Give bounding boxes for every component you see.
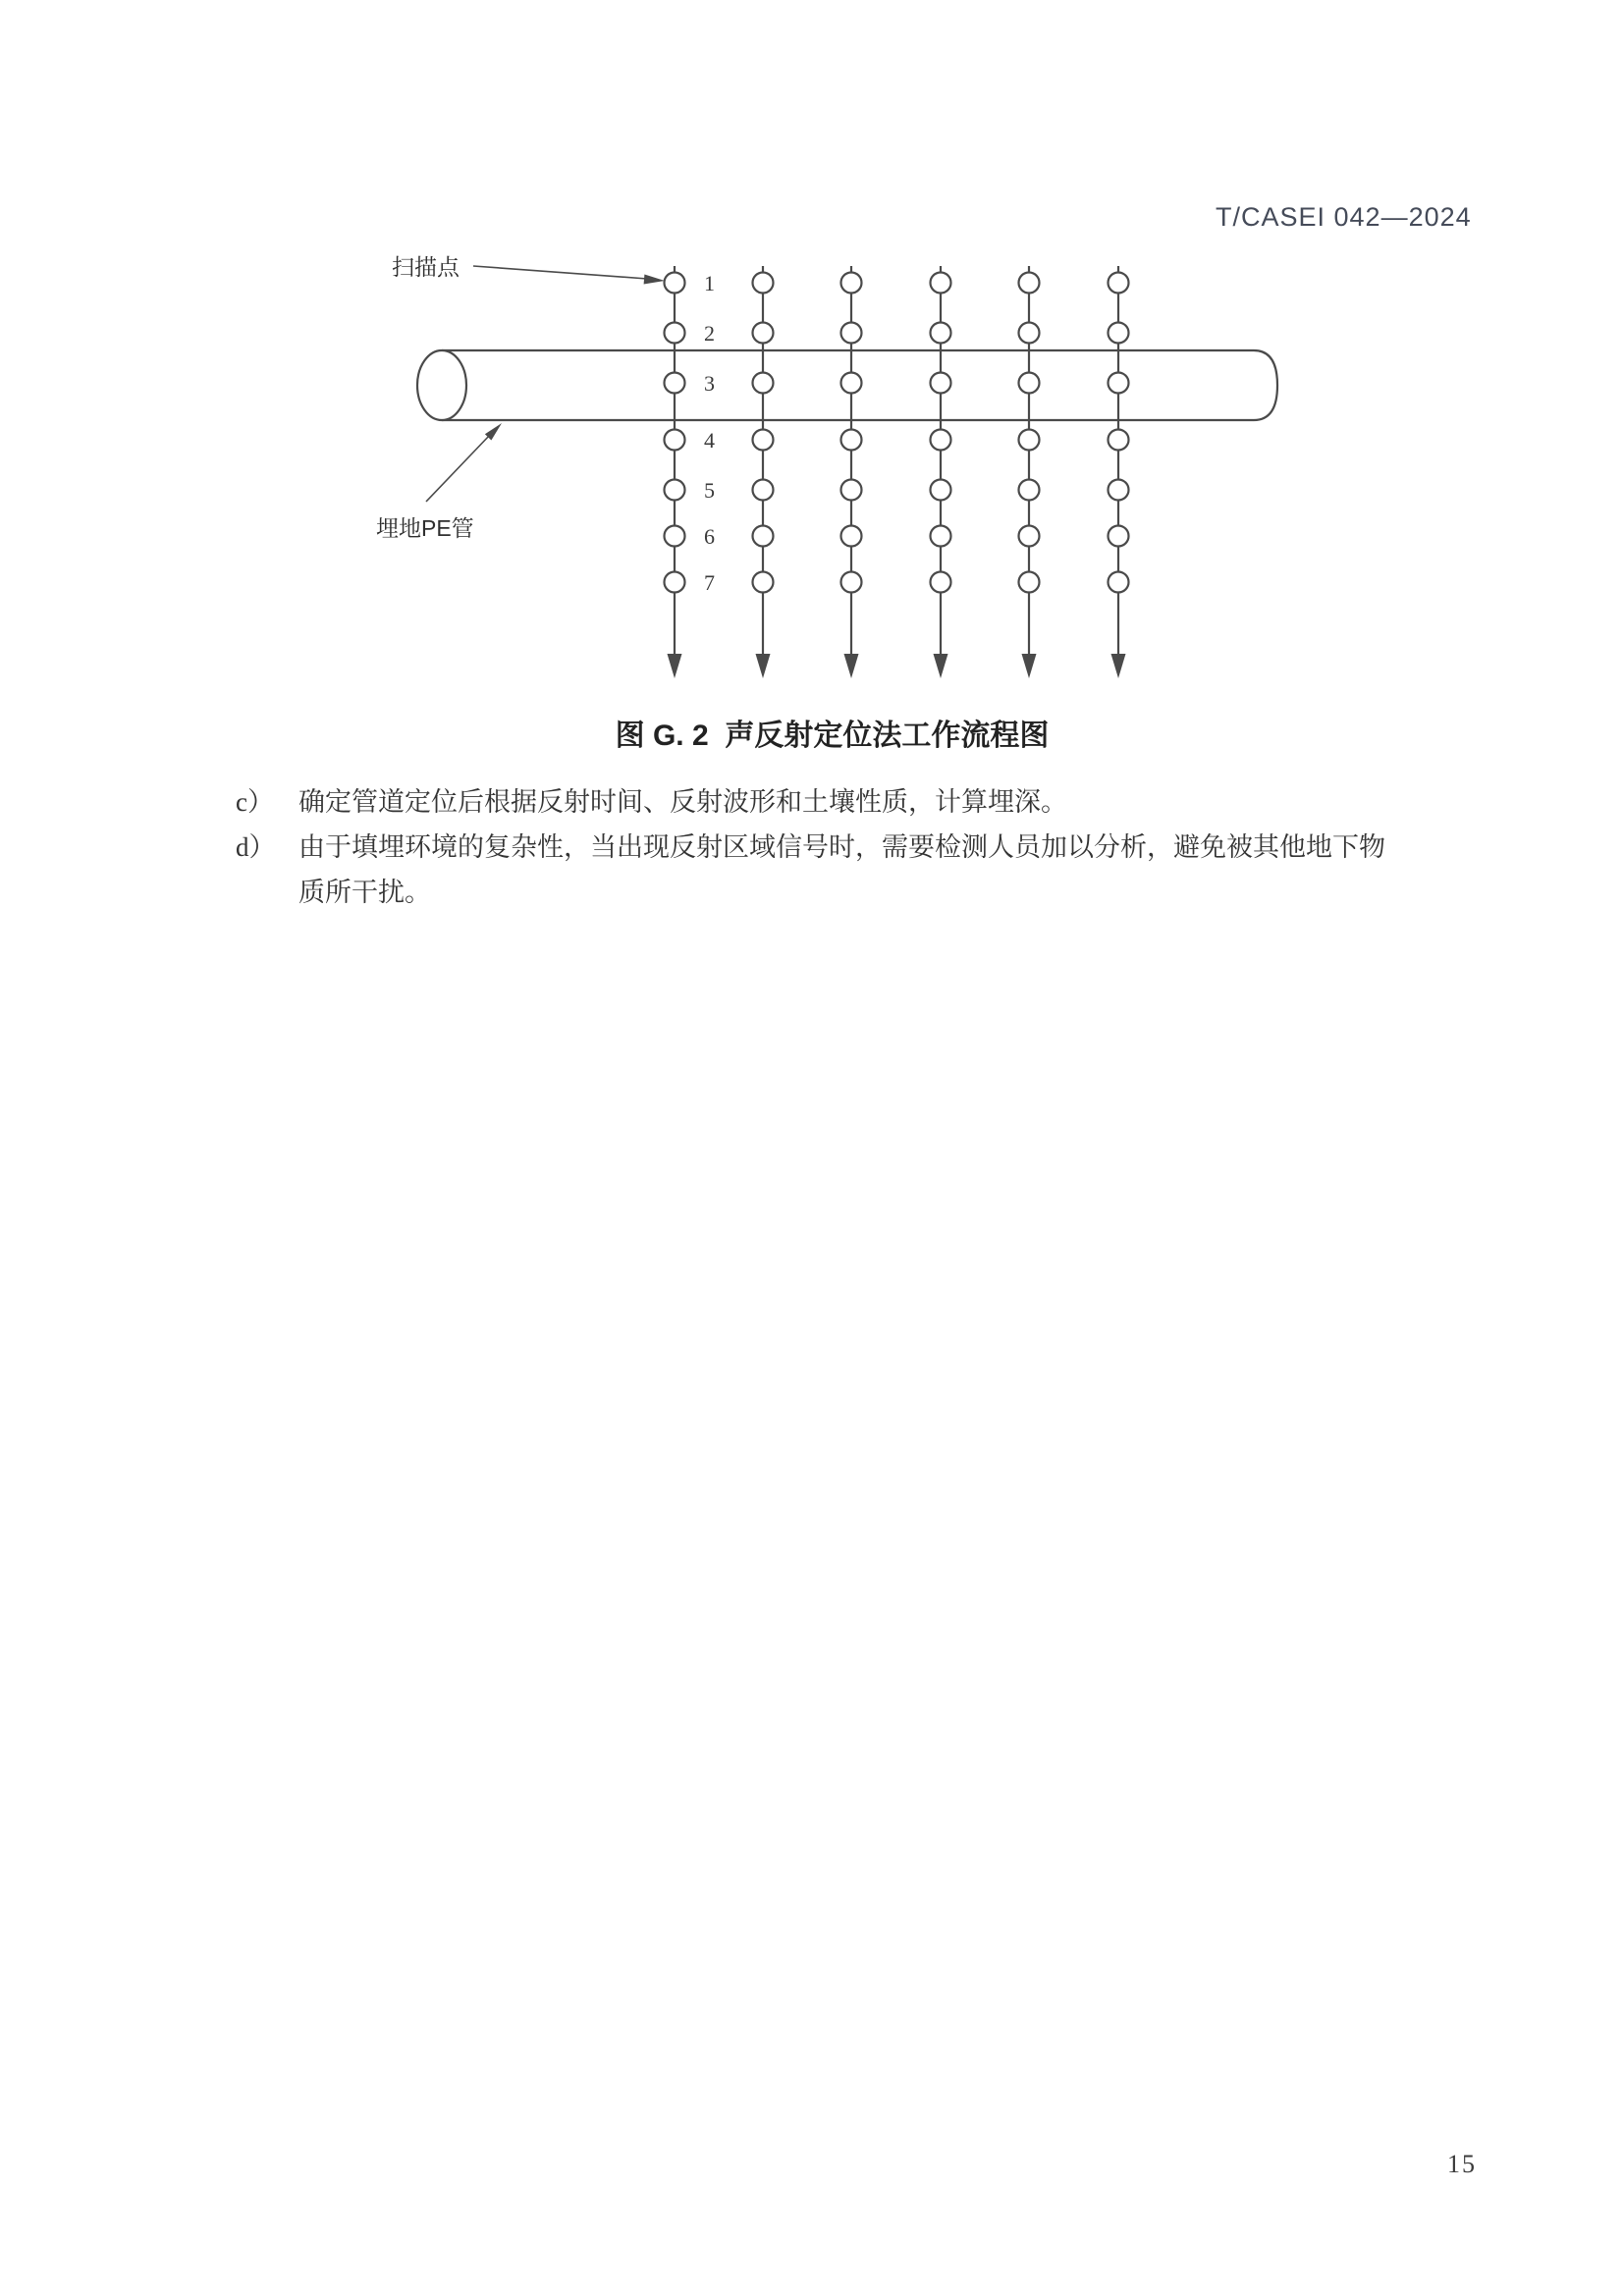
scan-line-arrowhead: [844, 654, 859, 678]
scan-point-callout-line: [473, 266, 647, 279]
scan-point-marker: [841, 526, 862, 547]
scan-point-marker: [753, 526, 774, 547]
scan-point-marker: [665, 373, 685, 394]
scan-row-number: 1: [704, 271, 715, 295]
scan-row-number: 5: [704, 478, 715, 503]
scan-point-marker: [1109, 273, 1129, 294]
scan-point-marker: [931, 373, 951, 394]
list-marker-c: c）: [236, 787, 274, 817]
scan-point-marker: [665, 430, 685, 451]
scan-row-number: 2: [704, 321, 715, 346]
list-item-c: [236, 779, 1067, 825]
scan-point-marker: [753, 373, 774, 394]
scan-point-marker: [1109, 480, 1129, 501]
scan-line-arrowhead: [1111, 654, 1126, 678]
scan-line-arrowhead: [934, 654, 948, 678]
scan-point-marker: [931, 273, 951, 294]
scan-point-label: 扫描点: [392, 254, 460, 280]
buried-pipe-callout-line: [426, 435, 490, 502]
scan-point-marker: [841, 373, 862, 394]
scan-point-marker: [665, 572, 685, 593]
scan-point-marker: [1019, 572, 1040, 593]
list-text-c: [298, 779, 1067, 825]
scan-point-marker: [753, 430, 774, 451]
figure-g2-diagram: [363, 226, 1365, 775]
scan-point-marker: [753, 273, 774, 294]
scan-point-marker: [841, 273, 862, 294]
scan-point-marker: [1019, 526, 1040, 547]
list-text-line: 质所干扰。: [298, 878, 431, 907]
scan-row-number: 7: [704, 570, 715, 595]
scan-point-marker: [1019, 430, 1040, 451]
scan-point-marker: [931, 526, 951, 547]
scan-point-marker: [665, 323, 685, 344]
scan-point-marker: [841, 480, 862, 501]
page-number: 15: [1447, 2150, 1477, 2178]
scan-point-marker: [1019, 480, 1040, 501]
scan-point-marker: [1109, 526, 1129, 547]
scan-point-marker: [1109, 572, 1129, 593]
scan-point-marker: [841, 572, 862, 593]
standard-number-header: T/CASEI 042—2024: [1216, 202, 1472, 232]
scan-row-number: 6: [704, 524, 715, 549]
scan-line-arrowhead: [668, 654, 682, 678]
scan-point-marker: [753, 572, 774, 593]
list-marker-d: d）: [236, 832, 276, 862]
scan-point-marker: [1109, 430, 1129, 451]
scan-point-marker: [931, 323, 951, 344]
scan-point-marker: [1019, 273, 1040, 294]
scan-point-marker: [1019, 323, 1040, 344]
scan-point-callout-arrowhead: [644, 275, 665, 285]
pipe-right-cap: [1254, 350, 1277, 420]
buried-pipe-label: 埋地PE管: [376, 515, 474, 541]
scan-row-number: 4: [704, 428, 715, 453]
scan-point-marker: [841, 430, 862, 451]
list-item-d: [236, 825, 1385, 915]
figure-caption: 图 G. 2 声反射定位法工作流程图: [615, 720, 1050, 752]
scan-point-marker: [665, 480, 685, 501]
list-text-line: 确定管道定位后根据反射时间、反射波形和土壤性质，计算埋深。: [298, 787, 1067, 817]
scan-point-marker: [753, 480, 774, 501]
scan-row-number: 3: [704, 371, 715, 396]
scan-point-marker: [931, 572, 951, 593]
scan-point-marker: [841, 323, 862, 344]
scan-line-arrowhead: [1022, 654, 1037, 678]
scan-point-marker: [931, 480, 951, 501]
scan-point-marker: [1109, 373, 1129, 394]
scan-point-marker: [1019, 373, 1040, 394]
pipe-end-ellipse: [417, 350, 466, 420]
list-text-d: [298, 825, 1385, 915]
scan-point-marker: [753, 323, 774, 344]
scan-point-marker: [665, 273, 685, 294]
scan-point-marker: [1109, 323, 1129, 344]
scan-line-arrowhead: [756, 654, 771, 678]
list-text-line: 由于填埋环境的复杂性，当出现反射区域信号时，需要检测人员加以分析，避免被其他地下物: [298, 832, 1385, 862]
scan-point-marker: [931, 430, 951, 451]
scan-point-marker: [665, 526, 685, 547]
